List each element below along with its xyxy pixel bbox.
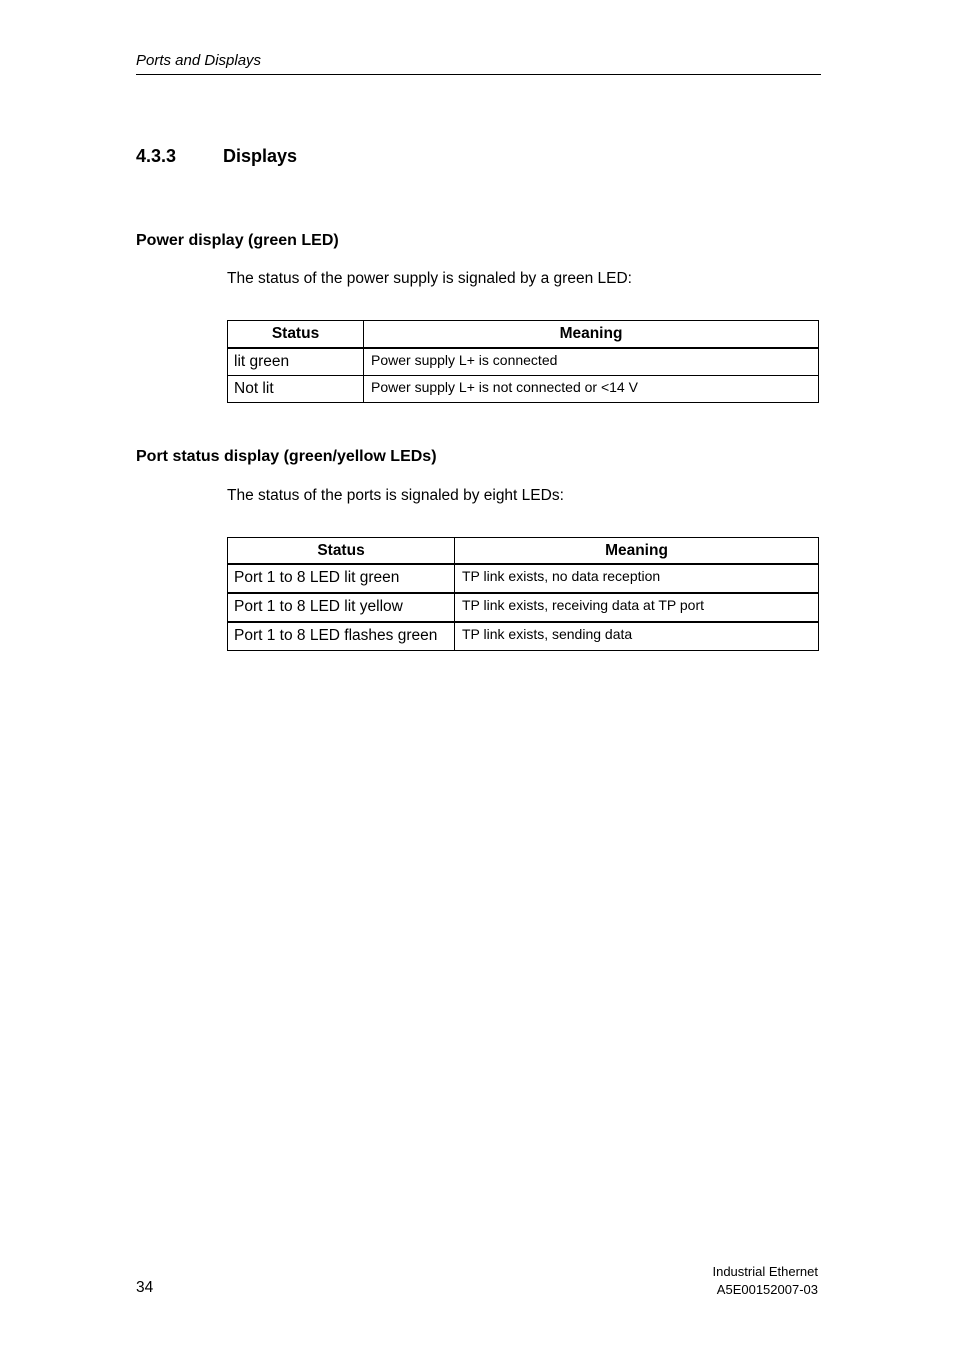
meaning-cell: TP link exists, no data reception — [455, 564, 819, 593]
running-header-title: Ports and Displays — [136, 52, 262, 69]
running-header — [136, 52, 821, 75]
port-status-intro: The status of the ports is signaled by eight LEDs: — [227, 487, 564, 504]
footer-doc-info — [712, 1263, 818, 1299]
port-status-heading: Port status display (green/yellow LEDs) — [136, 448, 437, 465]
column-header-meaning: Meaning — [455, 538, 819, 565]
column-header-status: Status — [228, 538, 455, 565]
column-header-meaning: Meaning — [364, 321, 819, 349]
power-display-heading: Power display (green LED) — [136, 232, 339, 249]
table-row — [228, 376, 819, 403]
footer-product: Industrial Ethernet — [712, 1264, 818, 1279]
power-status-table — [227, 320, 819, 403]
table-row — [228, 564, 819, 593]
table-row — [228, 593, 819, 622]
meaning-cell: TP link exists, receiving data at TP port — [455, 593, 819, 622]
section-title: Displays — [223, 146, 298, 166]
section-heading — [136, 145, 297, 167]
section-number: 4.3.3 — [136, 146, 177, 166]
footer-doc-number: A5E00152007-03 — [716, 1282, 818, 1297]
meaning-cell: Power supply L+ is not connected or <14 V — [364, 376, 819, 403]
status-cell: Port 1 to 8 LED lit yellow — [228, 593, 455, 622]
status-cell: Not lit — [228, 376, 364, 403]
table-row — [228, 622, 819, 651]
page-number: 34 — [136, 1279, 154, 1296]
meaning-cell: Power supply L+ is connected — [364, 348, 819, 376]
port-status-table — [227, 537, 819, 651]
meaning-cell: TP link exists, sending data — [455, 622, 819, 651]
status-cell: Port 1 to 8 LED flashes green — [228, 622, 455, 651]
status-cell: Port 1 to 8 LED lit green — [228, 564, 455, 593]
column-header-status: Status — [228, 321, 364, 349]
table-header-row — [228, 321, 819, 349]
status-cell: lit green — [228, 348, 364, 376]
table-header-row — [228, 538, 819, 565]
power-display-intro: The status of the power supply is signaled by a green LED: — [227, 270, 632, 287]
table-row — [228, 348, 819, 376]
